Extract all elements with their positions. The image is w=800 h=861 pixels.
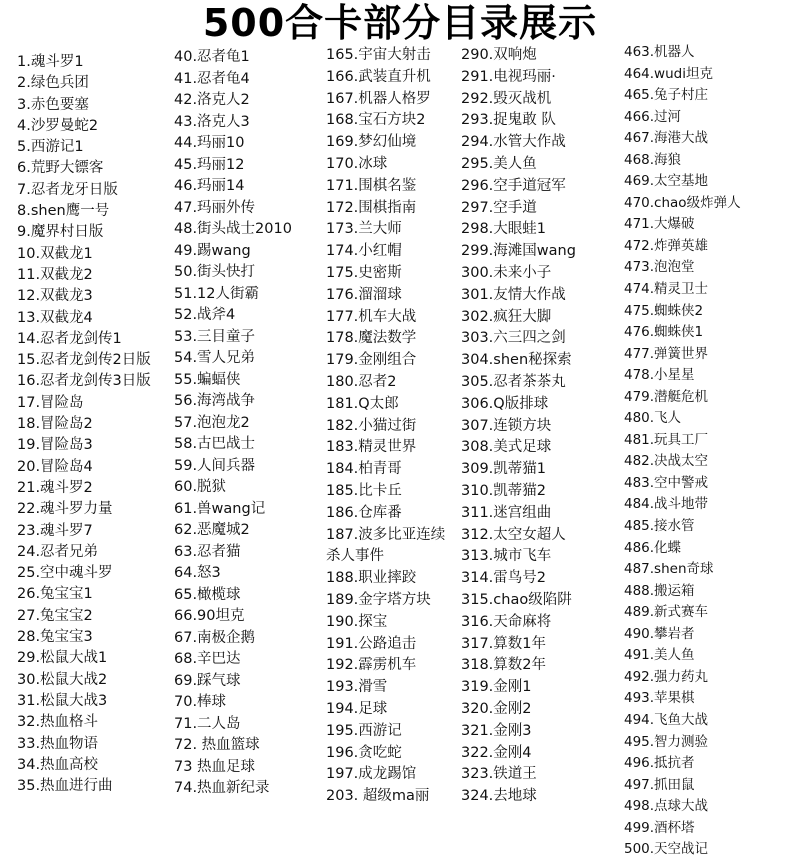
game-list-item: 311.迷宫组曲 xyxy=(461,504,552,521)
game-list-item: 477.弹簧世界 xyxy=(624,345,709,362)
game-list-item: 474.精灵卫士 xyxy=(624,281,709,298)
game-list-item: 483.空中警戒 xyxy=(624,474,709,491)
game-list-item: 184.柏青哥 xyxy=(326,461,402,478)
game-list-item: 66.90坦克 xyxy=(174,608,245,624)
game-list-item: 5.西游记1 xyxy=(17,139,84,156)
game-list-item: 172.围棋指南 xyxy=(326,199,417,216)
game-list-item: 203. 超级ma丽 xyxy=(326,788,430,805)
game-list-item: 314.雷鸟号2 xyxy=(461,570,547,587)
game-list-item: 488.搬运箱 xyxy=(624,582,695,599)
game-list-item: 484.战斗地带 xyxy=(624,496,709,513)
game-list-item: 2.绿色兵团 xyxy=(17,75,89,92)
game-list-item: 469.太空基地 xyxy=(624,173,709,190)
game-list-item: 487.shen奇球 xyxy=(624,561,714,578)
game-list-item: 297.空手道 xyxy=(461,199,537,216)
game-list-item: 173.兰大师 xyxy=(326,221,402,238)
game-list-item: 489.新式赛车 xyxy=(624,604,709,621)
game-list-item: 197.成龙踢馆 xyxy=(326,766,417,783)
game-list-item: 493.苹果棋 xyxy=(624,690,695,707)
game-list-item: 322.金刚4 xyxy=(461,744,532,761)
game-list-item: 494.飞鱼大战 xyxy=(624,711,709,728)
game-list-item: 50.街头快打 xyxy=(174,264,256,280)
game-list-item: 10.双截龙1 xyxy=(17,245,93,262)
game-list-item: 16.忍者龙剑传3日版 xyxy=(17,373,151,390)
game-list-item: 9.魔界村日版 xyxy=(17,224,104,241)
game-list-item: 70.棒球 xyxy=(174,694,227,710)
game-list-item: 308.美式足球 xyxy=(461,439,552,456)
game-list-item: 41.忍者龟4 xyxy=(174,70,250,87)
game-list-item: 174.小红帽 xyxy=(326,243,402,260)
game-list-item: 472.炸弹英雄 xyxy=(624,237,709,254)
game-list-item: 170.冰球 xyxy=(326,155,388,172)
game-list-item: 189.金字塔方块 xyxy=(326,591,431,608)
game-list-item: 69.踩气球 xyxy=(174,672,241,689)
game-list-item: 13.双截龙4 xyxy=(17,309,93,326)
game-list-item: 324.去地球 xyxy=(461,788,537,805)
game-list-item: 301.友情大作战 xyxy=(461,286,566,303)
game-list-item: 319.金刚1 xyxy=(461,679,532,696)
game-list-item: 496.抵抗者 xyxy=(624,755,695,772)
game-list-item: 32.热血格斗 xyxy=(17,714,99,731)
game-list-item: 471.大爆破 xyxy=(624,216,695,233)
game-list-item: 31.松鼠大战3 xyxy=(17,692,108,709)
game-list-item: 179.金刚组合 xyxy=(326,352,417,369)
game-list-item: 187.波多比亚连续杀人事件 xyxy=(326,526,446,565)
game-list-item: 498.点球大战 xyxy=(624,798,709,815)
game-list-item: 294.水管大作战 xyxy=(461,134,566,151)
game-list-item: 310.凯蒂猫2 xyxy=(461,482,547,499)
game-list-item: 27.兔宝宝2 xyxy=(17,607,93,624)
game-list-item: 72. 热血篮球 xyxy=(174,737,260,753)
game-list-item: 42.洛克人2 xyxy=(174,92,250,108)
game-list-item: 195.西游记 xyxy=(326,722,402,739)
game-list-item: 490.攀岩者 xyxy=(624,625,695,642)
game-list-item: 317.算数1年 xyxy=(461,635,547,652)
game-list-item: 166.武装直升机 xyxy=(326,68,431,85)
catalog-column-2 xyxy=(174,47,324,800)
game-list-item: 473.泡泡堂 xyxy=(624,259,695,276)
game-list-item: 12.双截龙3 xyxy=(17,288,93,305)
game-list-item: 61.兽wang记 xyxy=(174,500,266,517)
game-list-item: 321.金刚3 xyxy=(461,722,532,739)
game-list-item: 56.海湾战争 xyxy=(174,393,256,409)
game-list-item: 67.南极企鹅 xyxy=(174,629,256,646)
game-list-item: 57.泡泡龙2 xyxy=(174,414,250,431)
game-list-item: 468.海狼 xyxy=(624,151,682,168)
game-list-item: 178.魔法数学 xyxy=(326,330,417,347)
catalog-column-1 xyxy=(17,52,165,797)
game-list-item: 59.人间兵器 xyxy=(174,457,256,474)
game-list-item: 298.大眼蛙1 xyxy=(461,221,547,238)
game-list-item: 191.公路追击 xyxy=(326,635,417,652)
game-list-item: 52.战斧4 xyxy=(174,307,236,323)
game-list-item: 51.12人街霸 xyxy=(174,285,260,302)
game-list-item: 307.连锁方块 xyxy=(461,417,552,434)
game-list-item: 23.魂斗罗7 xyxy=(17,522,93,539)
game-list-item: 63.忍者猫 xyxy=(174,543,241,560)
game-list-item: 499.酒杯塔 xyxy=(624,819,695,836)
game-list-item: 169.梦幻仙境 xyxy=(326,134,417,151)
game-list-item: 33.热血物语 xyxy=(17,735,99,752)
game-list-item: 475.蜘蛛侠2 xyxy=(624,302,704,319)
game-list-item: 24.忍者兄弟 xyxy=(17,543,99,560)
game-list-item: 177.机车大战 xyxy=(326,308,417,325)
game-list-item: 491.美人鱼 xyxy=(624,647,695,664)
game-list-item: 74.热血新纪录 xyxy=(174,780,270,796)
game-list-item: 465.兔子村庄 xyxy=(624,87,709,104)
game-list-item: 323.铁道王 xyxy=(461,766,537,783)
game-list-item: 43.洛克人3 xyxy=(174,113,250,130)
game-list-item: 300.未来小子 xyxy=(461,264,552,281)
game-list-item: 492.强力药丸 xyxy=(624,668,709,685)
game-list-item: 481.玩具工厂 xyxy=(624,431,709,448)
game-list-item: 47.玛丽外传 xyxy=(174,199,256,216)
game-list-item: 479.潜艇危机 xyxy=(624,388,709,405)
game-list-item: 476.蜘蛛侠1 xyxy=(624,324,704,341)
game-list-item: 34.热血高校 xyxy=(17,756,99,773)
game-list-item: 30.松鼠大战2 xyxy=(17,671,108,688)
game-list-item: 291.电视玛丽· xyxy=(461,68,556,85)
game-list-item: 64.怒3 xyxy=(174,565,221,581)
game-list-item: 320.金刚2 xyxy=(461,700,532,717)
game-list-item: 302.疯狂大脚 xyxy=(461,308,552,325)
game-list-item: 190.探宝 xyxy=(326,613,388,630)
game-list-item: 68.辛巴达 xyxy=(174,651,241,667)
page-title: 500合卡部分目录展示 xyxy=(202,1,598,45)
game-list-item: 305.忍者茶茶丸 xyxy=(461,373,566,390)
game-list-item: 193.滑雪 xyxy=(326,679,388,696)
game-list-item: 14.忍者龙剑传1 xyxy=(17,330,122,347)
game-list-item: 495.智力测验 xyxy=(624,733,709,750)
game-list-item: 58.古巴战士 xyxy=(174,436,256,452)
game-list-item: 482.决战太空 xyxy=(624,453,709,470)
game-list-item: 309.凯蒂猫1 xyxy=(461,461,547,478)
game-list-item: 182.小猫过街 xyxy=(326,417,417,434)
game-list-item: 35.热血进行曲 xyxy=(17,778,113,795)
game-list-item: 71.二人岛 xyxy=(174,715,241,732)
game-list-item: 25.空中魂斗罗 xyxy=(17,565,113,582)
game-list-item: 4.沙罗曼蛇2 xyxy=(17,117,99,134)
game-list-item: 315.chao级陷阱 xyxy=(461,591,572,608)
game-list-item: 296.空手道冠军 xyxy=(461,177,566,194)
catalog-column-3 xyxy=(326,45,458,808)
game-list-item: 6.荒野大镖客 xyxy=(17,160,104,177)
game-list-item: 318.算数2年 xyxy=(461,657,547,674)
catalog-column-4 xyxy=(461,45,611,808)
game-list-item: 500.天空战记 xyxy=(624,841,709,858)
game-list-item: 167.机器人格罗 xyxy=(326,90,431,107)
game-list-item: 44.玛丽10 xyxy=(174,135,245,151)
game-list-item: 1.魂斗罗1 xyxy=(17,54,84,70)
game-list-item: 22.魂斗罗力量 xyxy=(17,501,113,518)
game-list-item: 188.职业摔跤 xyxy=(326,570,417,587)
game-list-item: 48.街头战士2010 xyxy=(174,221,292,237)
game-list-item: 290.双响炮 xyxy=(461,47,537,63)
game-list-item: 304.shen秘探索 xyxy=(461,352,572,369)
game-list-item: 497.抓田鼠 xyxy=(624,776,695,793)
game-list-item: 17.冒险岛 xyxy=(17,394,84,411)
game-list-item: 45.玛丽12 xyxy=(174,156,245,173)
catalog-column-5 xyxy=(624,42,794,861)
game-list-item: 49.踢wang xyxy=(174,242,251,259)
game-list-item: 3.赤色要塞 xyxy=(17,96,89,113)
game-list-item: 192.霹雳机车 xyxy=(326,657,417,674)
game-list-item: 306.Q版排球 xyxy=(461,395,549,412)
game-list-item: 464.wudi坦克 xyxy=(624,65,713,82)
game-list-item: 26.兔宝宝1 xyxy=(17,586,93,603)
game-list-item: 181.Q太郎 xyxy=(326,395,399,412)
game-list-item: 480.飞人 xyxy=(624,410,682,427)
game-list-item: 15.忍者龙剑传2日版 xyxy=(17,352,151,369)
game-list-item: 29.松鼠大战1 xyxy=(17,650,108,667)
game-list-item: 165.宇宙大射击 xyxy=(326,47,431,63)
game-list-item: 73 热血足球 xyxy=(174,758,256,775)
game-list-item: 176.溜溜球 xyxy=(326,286,402,303)
game-list-item: 171.围棋名鉴 xyxy=(326,177,417,194)
game-list-item: 54.雪人兄弟 xyxy=(174,350,256,366)
game-list-item: 312.太空女超人 xyxy=(461,526,566,543)
game-list-item: 19.冒险岛3 xyxy=(17,437,93,454)
game-list-item: 21.魂斗罗2 xyxy=(17,479,93,496)
game-list-item: 292.毁灭战机 xyxy=(461,90,552,107)
game-list-item: 299.海滩国wang xyxy=(461,243,576,260)
game-list-item: 65.橄榄球 xyxy=(174,586,241,603)
game-list-item: 194.足球 xyxy=(326,700,388,717)
game-list-item: 60.脱狱 xyxy=(174,479,227,495)
game-list-item: 40.忍者龟1 xyxy=(174,49,250,65)
game-list-item: 53.三目童子 xyxy=(174,328,256,345)
game-list-item: 466.过河 xyxy=(624,108,682,125)
game-list-item: 18.冒险岛2 xyxy=(17,416,93,433)
game-list-item: 293.捉鬼敢 队 xyxy=(461,112,556,129)
game-list-item: 478.小星星 xyxy=(624,367,695,384)
game-list-item: 486.化蝶 xyxy=(624,539,682,556)
game-list-item: 463.机器人 xyxy=(624,44,695,60)
game-list-item: 8.shen鹰一号 xyxy=(17,203,110,220)
game-list-item: 303.六三四之剑 xyxy=(461,330,566,347)
game-list-item: 180.忍者2 xyxy=(326,373,397,390)
game-list-item: 168.宝石方块2 xyxy=(326,112,426,129)
game-list-item: 11.双截龙2 xyxy=(17,266,93,283)
game-list-item: 46.玛丽14 xyxy=(174,178,245,194)
game-list-item: 7.忍者龙牙日版 xyxy=(17,181,118,198)
game-list-item: 185.比卡丘 xyxy=(326,482,402,499)
game-list-item: 62.恶魔城2 xyxy=(174,522,250,538)
game-list-item: 467.海港大战 xyxy=(624,130,709,147)
game-list-item: 183.精灵世界 xyxy=(326,439,417,456)
game-list-item: 196.贪吃蛇 xyxy=(326,744,402,761)
game-list-item: 186.仓库番 xyxy=(326,504,402,521)
game-list-item: 28.兔宝宝3 xyxy=(17,629,93,646)
game-list-item: 295.美人鱼 xyxy=(461,155,537,172)
game-list-item: 485.接水管 xyxy=(624,518,695,535)
game-list-item: 316.天命麻将 xyxy=(461,613,552,630)
game-list-item: 313.城市飞车 xyxy=(461,548,552,565)
game-list-item: 470.chao级炸弹人 xyxy=(624,194,741,211)
game-list-item: 55.蝙蝠侠 xyxy=(174,371,241,388)
game-list-item: 175.史密斯 xyxy=(326,264,402,281)
game-list-item: 20.冒险岛4 xyxy=(17,458,93,475)
